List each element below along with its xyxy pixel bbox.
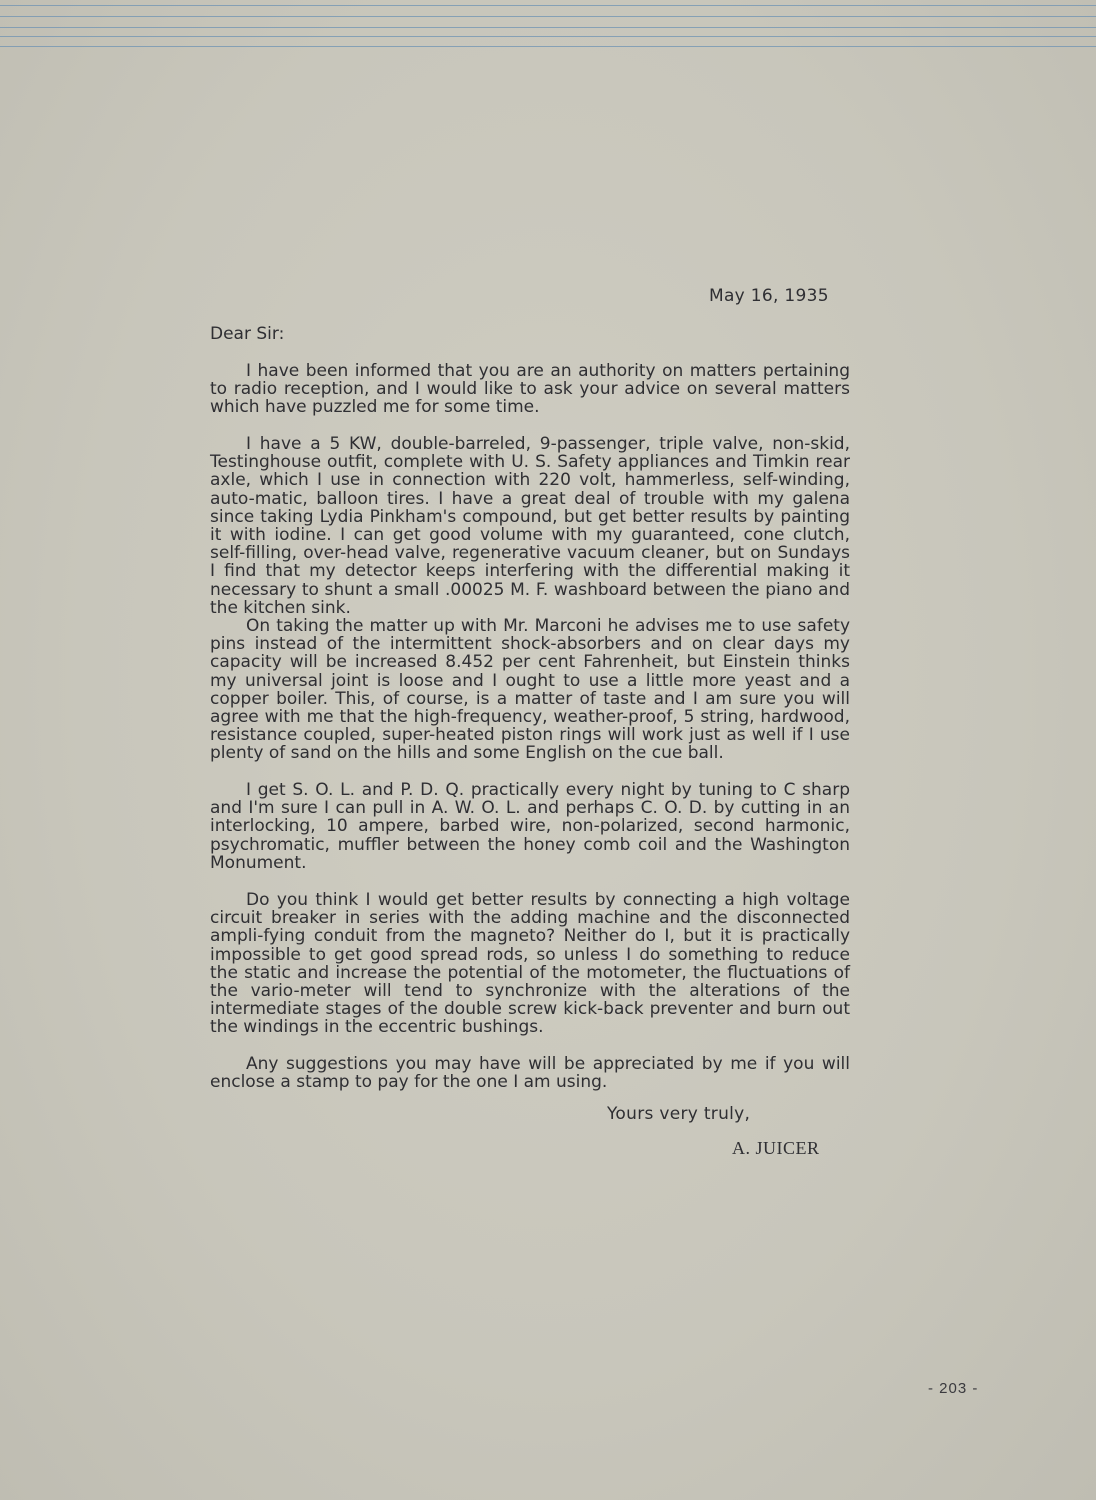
letter-salutation: Dear Sir: — [210, 324, 285, 344]
letter-paragraph: On taking the matter up with Mr. Marconi he advises me to use safety pins instead of the intermittent shock-absorbers and on clear days my capacity will be increased 8.452 per cent Fahrenheit, but Einstein thinks my universal joint is loose and I ought to use a little more yeast and a copper boiler. This, of course, is a matter of taste and I am sure you will agree with me that the high-frequency, weather-proof, 5 string, hardwood, resistance coupled, super-heated piston rings will work just as well if I use plenty of sand on the hills and some English on the cue ball. — [210, 616, 850, 764]
rule-line — [0, 36, 1096, 37]
rule-line — [0, 27, 1096, 28]
rule-line — [0, 16, 1096, 17]
letter-signature: A. JUICER — [732, 1138, 820, 1158]
letter-paragraph: I have been informed that you are an authority on matters pertaining to radio reception, and I would like to ask your advice on several matters which have puzzled me for some time. — [210, 361, 850, 418]
letter-closing: Yours very truly, — [607, 1104, 751, 1124]
rule-line — [0, 46, 1096, 47]
ruled-header-lines — [0, 0, 1096, 60]
letter-date: May 16, 1935 — [709, 286, 829, 306]
letter-paragraph: Do you think I would get better results by connecting a high voltage circuit breaker in series with the adding machine and the disconnected ampli-fying conduit from the magneto? Neither do I, but it is practically impossible to get good spread rods, so unless I do something to reduce the static and increase the potential of the motometer, the fluctuations of the vario-meter will tend to synchronize with the alterations of the intermediate stages of the double screw kick-back preventer and burn out the windings in the eccentric bushings. — [210, 890, 850, 1038]
page-number: - 203 - — [928, 1380, 979, 1397]
letter-paragraph: I get S. O. L. and P. D. Q. practically every night by tuning to C sharp and I'm sure I can pull in A. W. O. L. and perhaps C. O. D. by cutting in an interlocking, 10 ampere, barbed wire, non-polarized, second harmonic, psychromatic, muffler between the honey comb coil and the Washington Monument. — [210, 780, 850, 873]
letter-paragraph: I have a 5 KW, double-barreled, 9-passenger, triple valve, non-skid, Testinghouse outfit, complete with U. S. Safety appliances and Timkin rear axle, which I use in connection with 220 volt, hammerless, self-winding, auto-matic, balloon tires. I have a great deal of trouble with my galena since taking Lydia Pinkham's compound, but get better results by painting it with iodine. I can get good volume with my guaranteed, cone clutch, self-filling, over-head valve, regenerative vacuum cleaner, but on Sundays I find that my detector keeps interfering with the differential making it necessary to shunt a small .00025 M. F. washboard between the piano and the kitchen sink. — [210, 434, 850, 618]
letter-paragraph: Any suggestions you may have will be appreciated by me if you will enclose a stamp to pay for the one I am using. — [210, 1054, 850, 1093]
rule-line — [0, 5, 1096, 6]
